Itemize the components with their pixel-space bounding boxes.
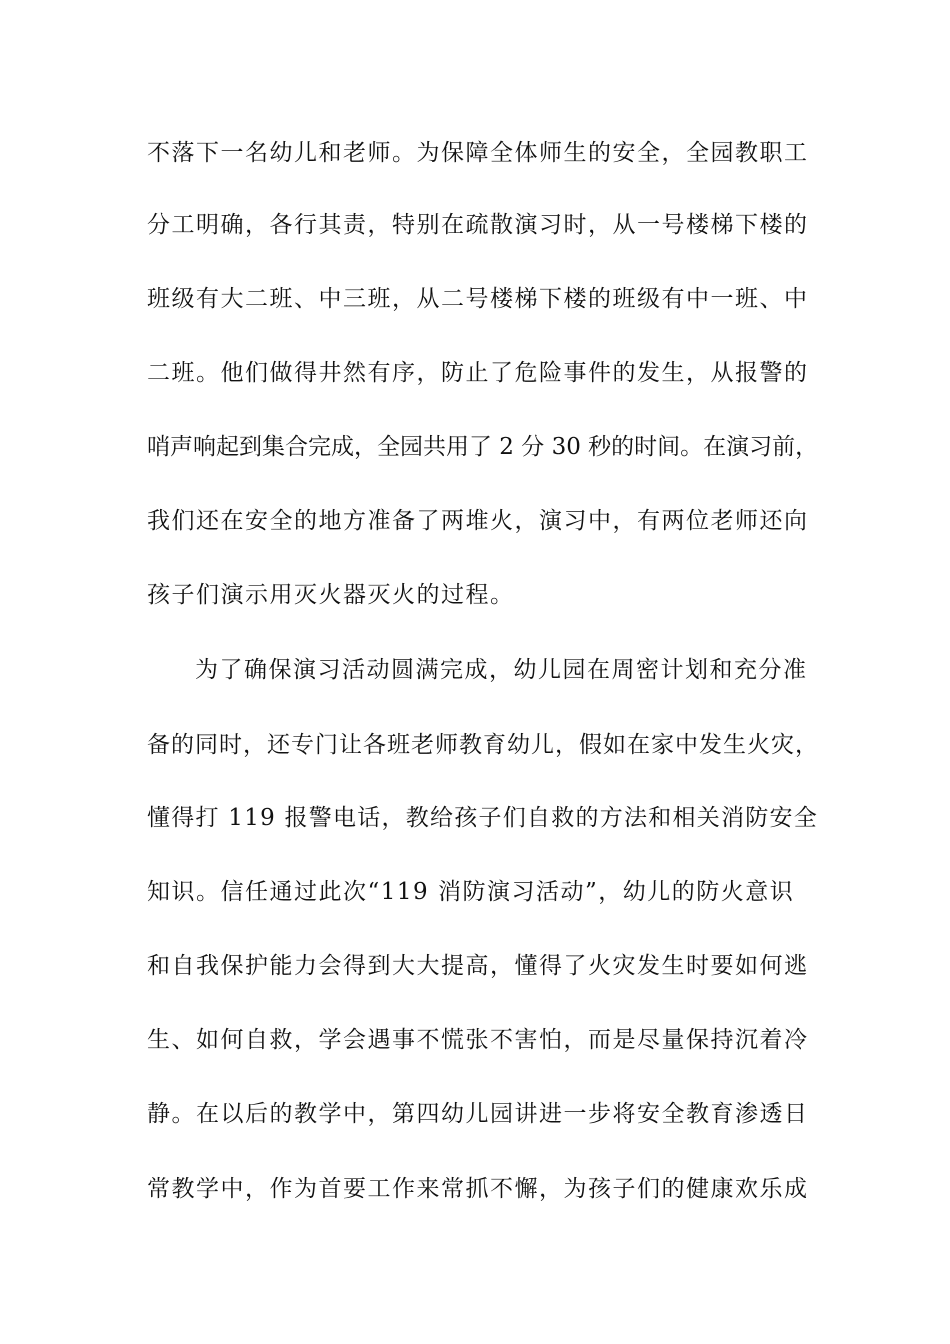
paragraph-1-line-5: 哨声响起到集合完成，全园共用了 2 分 30 秒的时间。在演习前， (147, 434, 819, 460)
paragraph-2-line-4: 知识。信任通过此次“119 消防演习活动”，幼儿的防火意识 (147, 879, 795, 905)
paragraph-2-line-6: 生、如何自救，学会遇事不慌张不害怕，而是尽量保持沉着冷 (147, 1027, 809, 1053)
paragraph-2-line-5: 和自我保护能力会得到大大提高，懂得了火灾发生时要如何逃 (147, 953, 809, 979)
paragraph-1-line-6: 我们还在安全的地方准备了两堆火，演习中，有两位老师还向 (147, 508, 809, 534)
paragraph-1-line-3: 班级有大二班、中三班，从二号楼梯下楼的班级有中一班、中 (147, 286, 809, 312)
paragraph-2-line-2: 备的同时，还专门让各班老师教育幼儿，假如在家中发生火灾， (147, 732, 819, 758)
paragraph-1-line-1: 不落下一名幼儿和老师。为保障全体师生的安全，全园教职工 (147, 140, 809, 166)
paragraph-2-line-3: 懂得打 119 报警电话，教给孩子们自救的方法和相关消防安全 (147, 805, 819, 831)
paragraph-2-line-1: 为了确保演习活动圆满完成，幼儿园在周密计划和充分准 (195, 657, 808, 683)
paragraph-1-line-4: 二班。他们做得井然有序，防止了危险事件的发生，从报警的 (147, 360, 809, 386)
paragraph-2-line-8: 常教学中，作为首要工作来常抓不懈，为孩子们的健康欢乐成 (147, 1176, 809, 1202)
paragraph-1-line-7: 孩子们演示用灭火器灭火的过程。 (147, 582, 515, 608)
paragraph-1-line-2: 分工明确，各行其责，特别在疏散演习时，从一号楼梯下楼的 (147, 212, 809, 238)
paragraph-2-line-7: 静。在以后的教学中，第四幼儿园讲进一步将安全教育渗透日 (147, 1101, 809, 1127)
